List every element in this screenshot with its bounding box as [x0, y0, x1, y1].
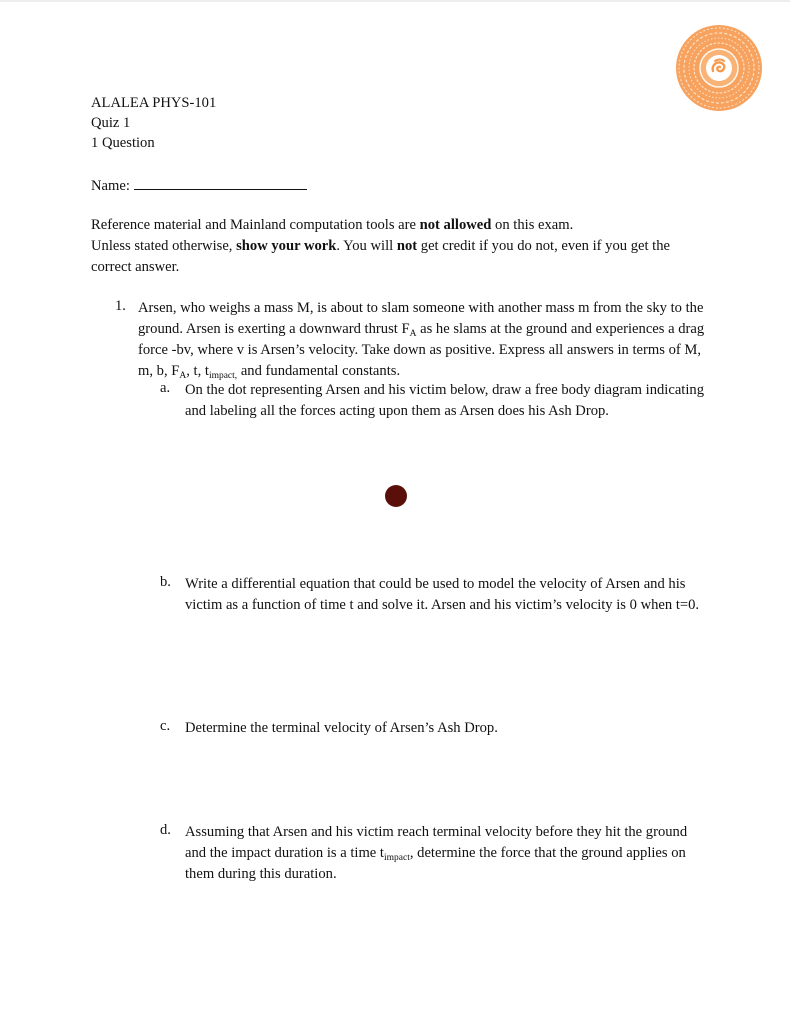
top-rule: [0, 0, 790, 2]
course-title: ALALEA PHYS-101: [91, 95, 217, 111]
question-count: 1 Question: [91, 135, 155, 151]
quiz-title: Quiz 1: [91, 115, 131, 131]
q-subscript: A: [179, 371, 187, 381]
question-text: [138, 298, 705, 382]
part-letter: b.: [160, 574, 171, 590]
part-letter: c.: [160, 718, 171, 734]
question-1: [115, 298, 705, 382]
instr-text: . You will: [336, 238, 397, 254]
q-text: as he slams at the ground and experiences a drag force -bv, where v is Arsen’s velocity. Take down as positive. Express all answers in terms of M, m, b, F: [138, 321, 705, 379]
instr-text: get credit if you do not, even if you get the correct answer.: [91, 238, 671, 275]
name-field-row: [91, 175, 307, 195]
instr-bold: not: [396, 238, 418, 254]
part-text-segment: , determine the force that the ground applies on them during this duration.: [185, 845, 686, 882]
part-letter: d.: [160, 822, 171, 838]
instr-bold: not allowed: [419, 217, 492, 233]
part-b: [160, 574, 705, 616]
school-seal-icon: [675, 24, 763, 112]
q-text: , t, t: [186, 363, 209, 379]
part-subscript: impact: [384, 853, 410, 863]
part-text: Write a differential equation that could be used to model the velocity of Arsen and his victim as a function of time t and solve it. Arsen and his victim’s velocity is 0 when t=0.: [185, 576, 700, 613]
name-label: Name:: [91, 178, 130, 194]
part-a: [160, 380, 705, 422]
part-text: On the dot representing Arsen and his victim below, draw a free body diagram indicating and labeling all the forces acting upon them as Arsen does his Ash Drop.: [185, 382, 705, 419]
part-text-segment: Assuming that Arsen and his victim reach terminal velocity before they hit the ground and the impact duration is a time t: [185, 824, 688, 861]
q-subscript: impact,: [208, 371, 238, 381]
quiz-header: [91, 93, 216, 153]
instructions: [91, 215, 701, 278]
part-text: [185, 822, 705, 885]
part-letter: a.: [160, 380, 171, 396]
part-d: [160, 822, 705, 885]
free-body-dot[interactable]: [385, 485, 407, 507]
q-text: and fundamental constants.: [237, 363, 401, 379]
part-c: [160, 718, 705, 739]
q-text: Arsen, who weighs a mass M, is about to slam someone with another mass m from the sky to the ground. Arsen is exerting a downward thrust F: [138, 300, 704, 337]
name-blank-line[interactable]: [134, 175, 307, 190]
q-subscript: A: [409, 329, 417, 339]
question-number: 1.: [115, 298, 126, 314]
part-text: Determine the terminal velocity of Arsen’s Ash Drop.: [185, 720, 498, 736]
instr-bold: show your work: [236, 238, 337, 254]
instructions-line-2: [91, 236, 701, 278]
instr-text: Unless stated otherwise,: [91, 238, 237, 254]
instr-text: Reference material and Mainland computation tools are: [91, 217, 420, 233]
instructions-line-1: [91, 215, 701, 236]
instr-text: on this exam.: [491, 217, 574, 233]
